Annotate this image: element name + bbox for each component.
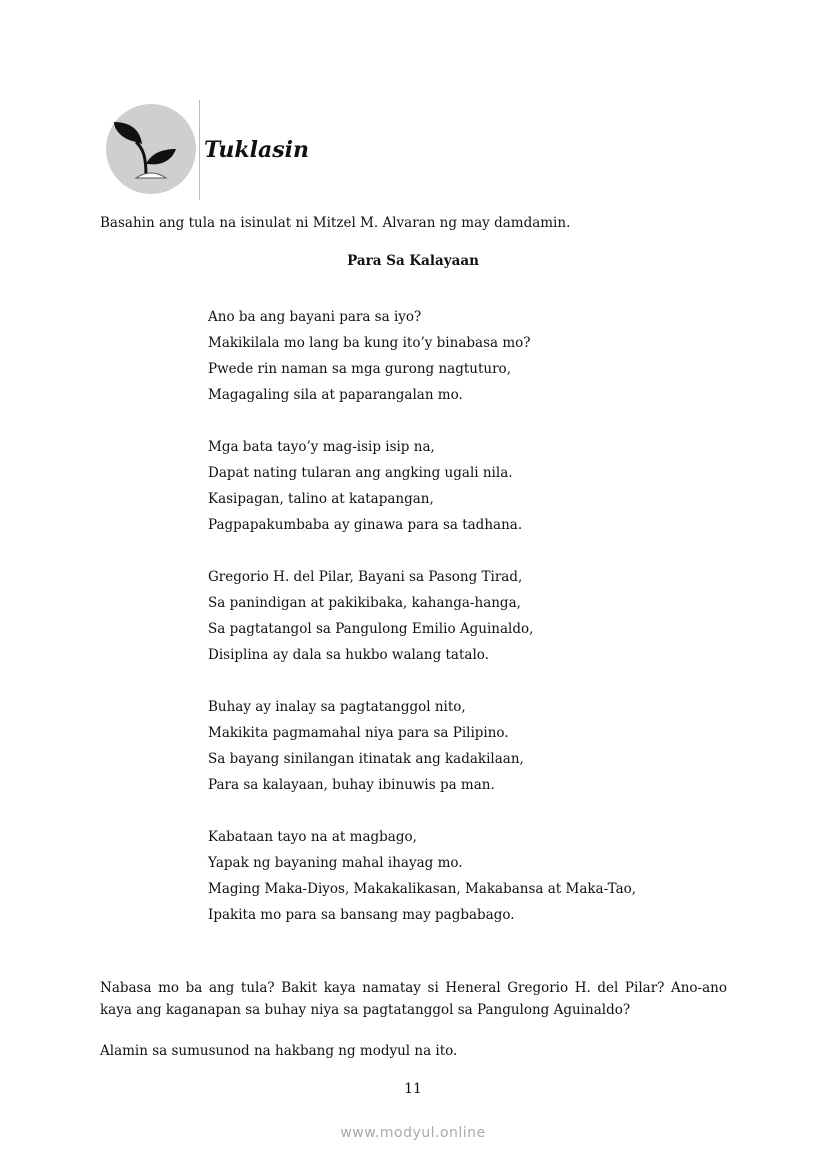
poem-line: Mga bata tayo’y mag-isip isip na, bbox=[208, 439, 435, 455]
poem-line: Pwede rin naman sa mga gurong nagtuturo, bbox=[208, 361, 511, 377]
poem-line: Maging Maka-Diyos, Makakalikasan, Makabansa at Maka-Tao, bbox=[208, 881, 637, 897]
watermark: www.modyul.online bbox=[340, 1125, 486, 1141]
poem-line: Para sa kalayaan, buhay ibinuwis pa man. bbox=[208, 777, 495, 793]
poem-title: Para Sa Kalayaan bbox=[347, 253, 479, 269]
header-divider bbox=[199, 100, 200, 200]
poem-line: Dapat nating tularan ang angking ugali nila. bbox=[208, 465, 513, 481]
section-heading: Tuklasin bbox=[204, 137, 309, 163]
page-number: 11 bbox=[404, 1081, 422, 1097]
poem-line: Magagaling sila at paparangalan mo. bbox=[208, 387, 463, 403]
poem-stanza bbox=[208, 564, 636, 668]
poem-stanza bbox=[208, 434, 636, 538]
poem-stanza bbox=[208, 304, 636, 408]
poem-line: Kasipagan, talino at katapangan, bbox=[208, 491, 434, 507]
poem-line: Sa pagtatangol sa Pangulong Emilio Aguinaldo, bbox=[208, 621, 534, 637]
poem-line: Buhay ay inalay sa pagtatanggol nito, bbox=[208, 699, 466, 715]
poem bbox=[208, 304, 636, 954]
poem-line: Ano ba ang bayani para sa iyo? bbox=[208, 309, 422, 325]
poem-line: Sa panindigan at pakikibaka, kahanga-hanga, bbox=[208, 595, 521, 611]
poem-line: Makikita pagmamahal niya para sa Pilipino. bbox=[208, 725, 509, 741]
poem-line: Kabataan tayo na at magbago, bbox=[208, 829, 417, 845]
intro-text: Basahin ang tula na isinulat ni Mitzel M. Alvaran ng may damdamin. bbox=[100, 215, 571, 231]
poem-stanza bbox=[208, 694, 636, 798]
questions-paragraph: Nabasa mo ba ang tula? Bakit kaya namatay si Heneral Gregorio H. del Pilar? Ano-ano kaya ang kaganapan sa buhay niya sa pagtatanggol sa Pangulong Aguinaldo? bbox=[100, 980, 727, 1018]
poem-line: Sa bayang sinilangan itinatak ang kadakilaan, bbox=[208, 751, 524, 767]
poem-line: Pagpapakumbaba ay ginawa para sa tadhana. bbox=[208, 517, 523, 533]
closing-paragraph: Alamin sa sumusunod na hakbang ng modyul na ito. bbox=[100, 1043, 458, 1059]
poem-line: Yapak ng bayaning mahal ihayag mo. bbox=[208, 855, 463, 871]
poem-line: Disiplina ay dala sa hukbo walang tatalo. bbox=[208, 647, 489, 663]
poem-line: Makikilala mo lang ba kung ito’y binabasa mo? bbox=[208, 335, 531, 351]
poem-stanza bbox=[208, 824, 636, 928]
plant-sprout-icon bbox=[106, 104, 196, 194]
poem-line: Ipakita mo para sa bansang may pagbabago. bbox=[208, 907, 515, 923]
poem-line: Gregorio H. del Pilar, Bayani sa Pasong Tirad, bbox=[208, 569, 523, 585]
